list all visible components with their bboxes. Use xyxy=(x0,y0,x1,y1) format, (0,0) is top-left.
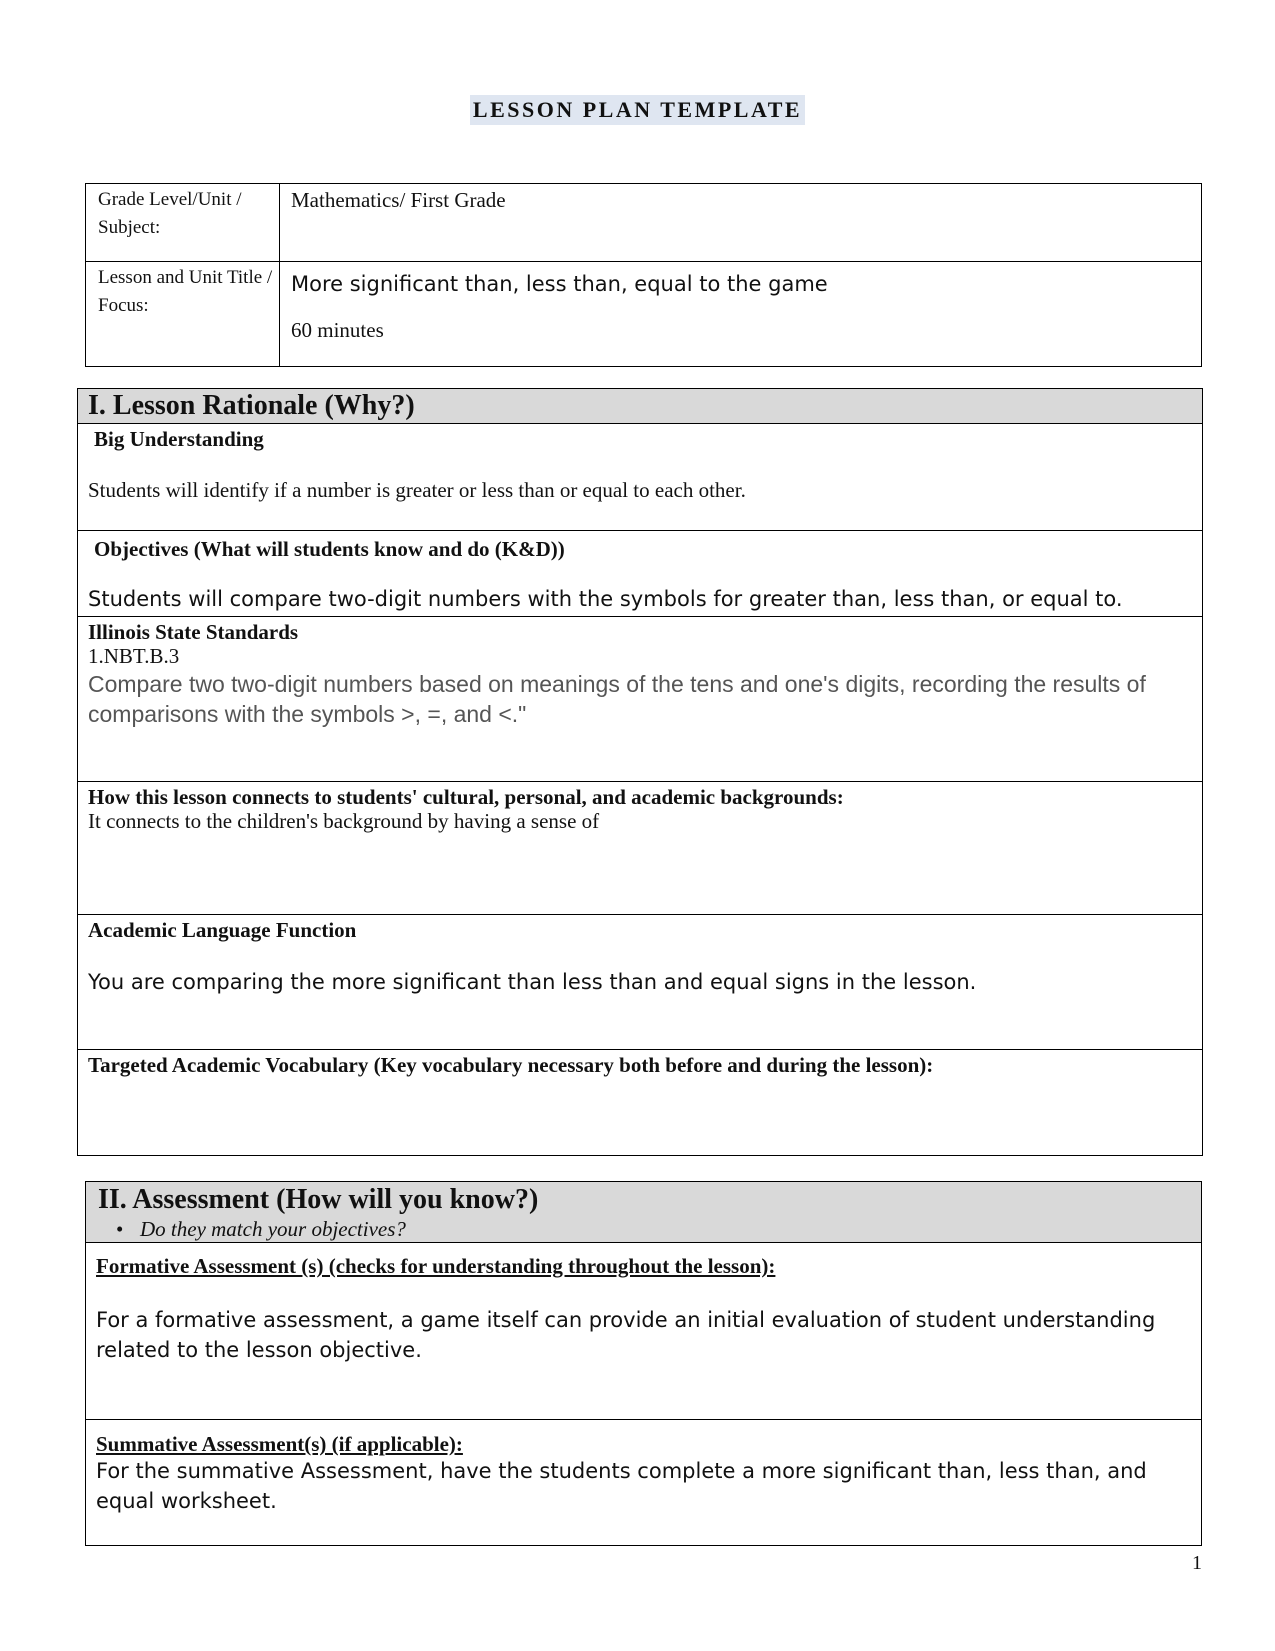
connections-text: It connects to the children's background by having a sense of xyxy=(88,809,600,833)
big-understanding-label: Big Understanding xyxy=(94,427,264,451)
table-row xyxy=(86,184,1201,262)
document-title-wrap xyxy=(0,95,1275,125)
grade-level-value: Mathematics/ First Grade xyxy=(291,188,506,212)
standard-text: Compare two two-digit numbers based on meanings of the tens and one's digits, recording the results of comparisons with the symbols >, =, and <." xyxy=(88,671,1146,727)
section-heading: II. Assessment (How will you know?) xyxy=(98,1184,539,1215)
big-understanding-text: Students will identify if a number is greater or less than or equal to each other. xyxy=(88,478,746,502)
lesson-duration: 60 minutes xyxy=(291,318,384,342)
lesson-info-table xyxy=(85,183,1202,367)
section-heading: I. Lesson Rationale (Why?) xyxy=(78,389,1202,424)
table-row xyxy=(86,262,1201,366)
bullet-text: Do they match your objectives? xyxy=(140,1217,406,1241)
objectives-text: Students will compare two-digit numbers with the symbols for greater than, less than, or equal to. xyxy=(88,587,1123,611)
standard-code: 1.NBT.B.3 xyxy=(88,644,180,668)
connections-block xyxy=(78,781,1202,915)
standards-label: Illinois State Standards xyxy=(88,620,299,644)
lesson-title-label: Lesson and Unit Title / Focus: xyxy=(98,267,273,316)
big-understanding-block xyxy=(78,424,1202,530)
lesson-title-value: More significant than, less than, equal to the game xyxy=(291,272,828,296)
summative-label: Summative Assessment(s) (if applicable): xyxy=(96,1432,463,1456)
grade-level-label: Grade Level/Unit / Subject: xyxy=(98,189,242,238)
objectives-block xyxy=(78,530,1202,617)
assessment-section xyxy=(85,1181,1202,1546)
document-title: LESSON PLAN TEMPLATE xyxy=(470,95,805,125)
vocabulary-label: Targeted Academic Vocabulary (Key vocabulary necessary both before and during the lesson): xyxy=(88,1053,934,1077)
standards-block xyxy=(78,616,1202,782)
lesson-title-cell xyxy=(291,270,1191,344)
objectives-label: Objectives (What will students know and do (K&D)) xyxy=(94,537,565,561)
formative-label: Formative Assessment (s) (checks for understanding throughout the lesson): xyxy=(96,1254,776,1278)
summative-text: For the summative Assessment, have the students complete a more significant than, less than, and equal worksheet. xyxy=(96,1459,1147,1513)
language-function-block xyxy=(78,914,1202,1050)
connections-label: How this lesson connects to students' cultural, personal, and academic backgrounds: xyxy=(88,785,844,809)
bullet-item xyxy=(116,1217,406,1241)
section-heading-block xyxy=(86,1182,1201,1243)
language-function-text: You are comparing the more significant than less than and equal signs in the lesson. xyxy=(88,970,977,994)
formative-text: For a formative assessment, a game itself can provide an initial evaluation of student understanding related to the lesson objective. xyxy=(96,1308,1156,1362)
language-function-label: Academic Language Function xyxy=(88,918,357,942)
page-number: 1 xyxy=(1192,1552,1202,1574)
summative-block xyxy=(86,1419,1201,1545)
bullet-icon: • xyxy=(116,1217,124,1241)
vocabulary-block xyxy=(78,1049,1202,1155)
lesson-rationale-section xyxy=(77,388,1203,1156)
